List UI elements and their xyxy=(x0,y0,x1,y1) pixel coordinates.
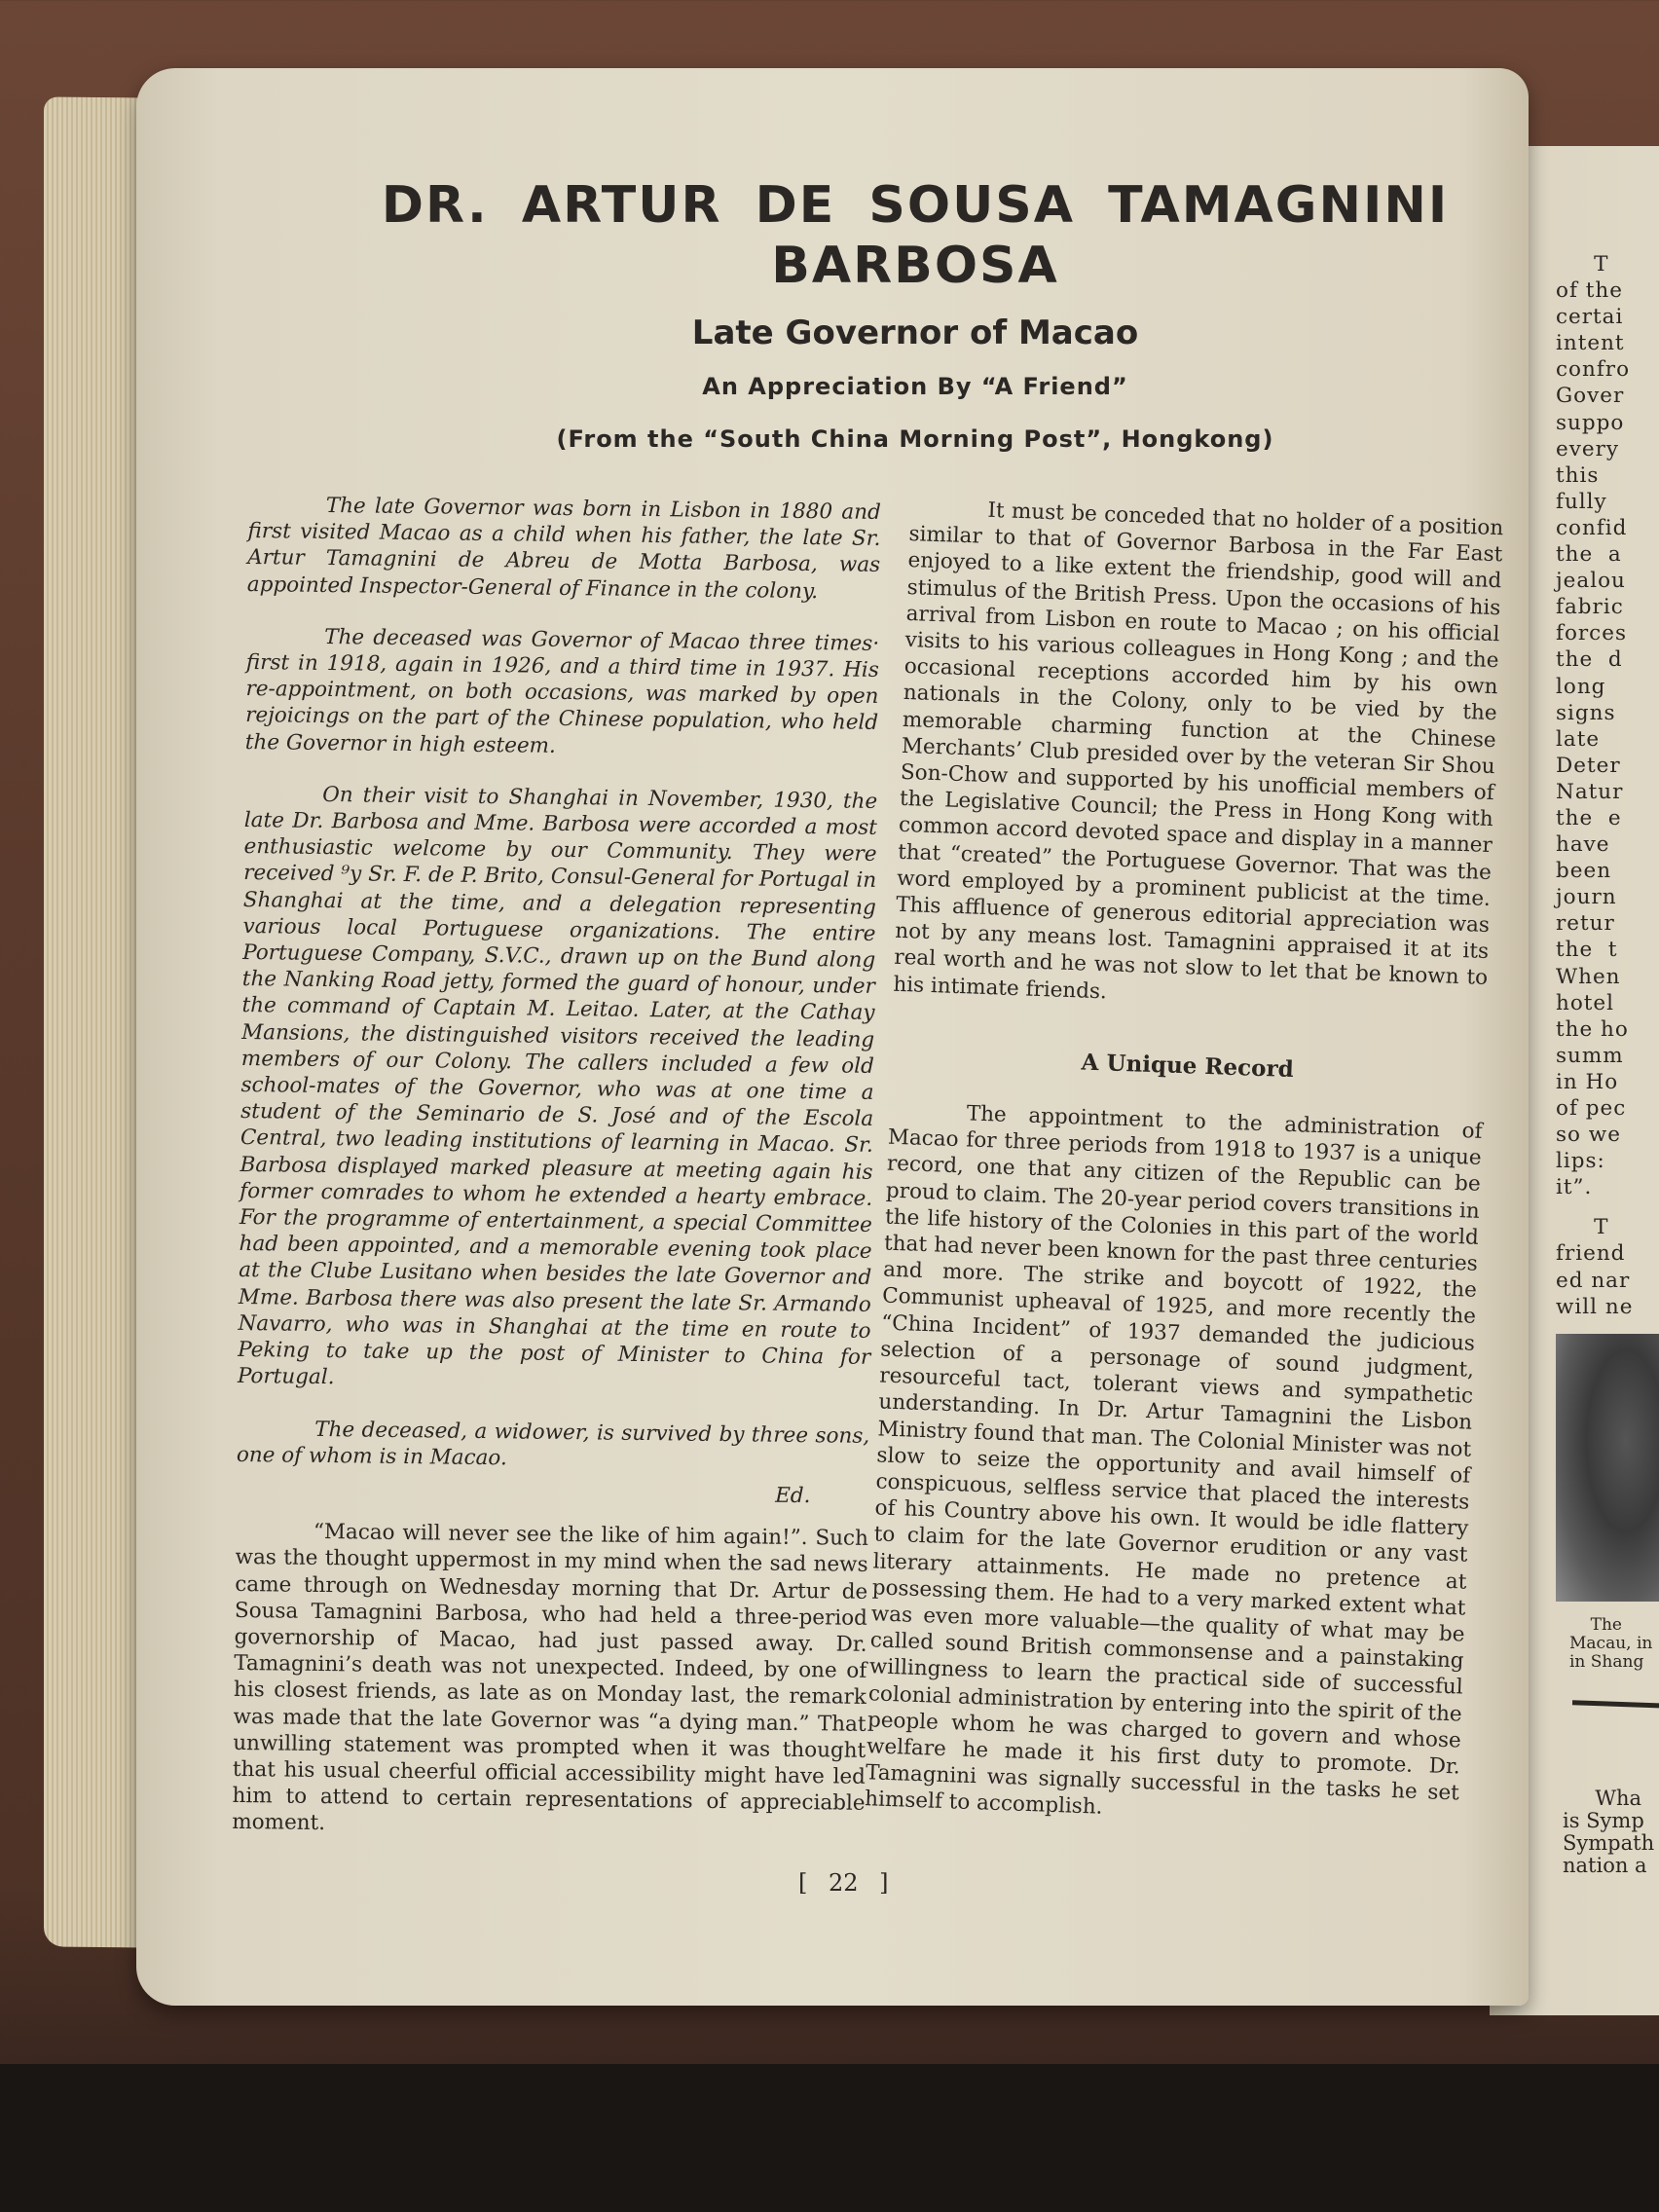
text-line: T xyxy=(1556,1215,1609,1240)
text-line: confro xyxy=(1556,357,1631,383)
spacer xyxy=(1556,1200,1633,1214)
text-line: Gover xyxy=(1556,384,1625,409)
text-line: nation a xyxy=(1563,1854,1647,1877)
article-title xyxy=(292,175,1538,296)
right-column xyxy=(864,495,1504,1859)
source-line: (From the “South China Morning Post”, Hongkong) xyxy=(556,425,1274,453)
text-line: Natur xyxy=(1556,779,1624,804)
text-line: been xyxy=(1556,859,1612,884)
text-line: it”. xyxy=(1556,1175,1593,1200)
facing-page-bottom-text xyxy=(1563,1788,1654,1877)
text-line: the t xyxy=(1556,938,1618,963)
paragraph: The appointment to the administration of Macao for three periods from 1918 to 1937 is a unique record, one that any citizen of the Republic can be proud to claim. The 20-year period covers transitions in the life history of the Colonies in this part of the world that had never been known for the past three centuries and more. The strike and boycott of 1922, the Communist upheaval of 1925, and more recently the “China Incident” of 1937 demanded the judicious selection of a personage of sound judgment, resourceful tact, tolerant views and sympathetic understanding. In Dr. Artur Tamagnini the Lisbon Ministry found that man. The Colonial Minister was not slow to seize the opportunity and avail himself of conspicuous, selfless service that placed the interests of his Country above his own. It would be idle flattery to claim for the late Governor erudition or any vast literary attainments. He made no pretence at possessing them. He had to a very marked extent what was even more valuable—the quality of what may be called sound British commonsense and a painstaking willingness to learn the practical side of successful colonial administration by entering into the spirit of the people whom he was charged to govern and whose welfare he made it his first duty to promote. Dr. Tamagnini was signally successful in the tasks he set himself to accomplish. xyxy=(864,1101,1483,1821)
text-line: forces xyxy=(1556,621,1627,646)
text-line: every xyxy=(1556,436,1620,461)
text-line: fabric xyxy=(1556,595,1624,620)
text-line: Deter xyxy=(1556,753,1621,778)
text-line: signs xyxy=(1556,700,1616,725)
editor-sign: Ed. xyxy=(774,1483,811,1509)
dark-floor-background xyxy=(0,2064,1659,2212)
paragraph: “Macao will never see the like of him again!”. Such was the thought uppermost in my mind when the sad news came through on Wednesday morning that Dr. Artur de Sousa Tamagnini Barbosa, who had held a three-period governorship of Macao, had just passed away. Dr. Tamagnini’s death was not unexpected. Indeed, by one of his closest friends, as late as on Monday last, the remark was made that the late Governor was “a dying man.” That unwilling statement was prompted when it was thought that his usual cheerful official accessibility might have led him to attend to certain representations of appreciable moment. xyxy=(232,1520,869,1836)
text-line: retur xyxy=(1556,911,1615,937)
text-line: this xyxy=(1556,462,1600,488)
page-number: [ 22 ] xyxy=(798,1869,889,1897)
title-line-2: BARBOSA xyxy=(771,237,1059,295)
text-line: the a xyxy=(1556,542,1622,568)
text-line: of pec xyxy=(1556,1096,1627,1121)
text-line: will ne xyxy=(1556,1294,1634,1319)
text-line: T xyxy=(1556,252,1609,276)
paragraph: It must be conceded that no holder of a position similar to that of Governor Barbosa in the Far East enjoyed to a like extent the friendship, good will and stimulus of the British Press. Upon the occasions of his arrival from Lisbon en route to Macao ; on his official visits to his various colleagues in Hong Kong ; and the occasional receptions accorded him by his own nationals in the Colony, only to be vied by the memorable charming function at the Chinese Merchants’ Club presided over by the veteran Sir Shou Son-Chow and supported by his unofficial members of the Legislative Council; the Press in Hong Kong with common accord devoted space and display in a manner that “created” the Portuguese Governor. That was the word employed by a prominent publicist at the time. This affluence of generous editorial appreciation was not by any means lost. Tamagnini appraised it at its real worth and he was not slow to let that be known to his intimate friends. xyxy=(893,498,1504,1005)
text-line: Macau, in xyxy=(1569,1634,1653,1653)
text-line: confid xyxy=(1556,515,1628,540)
article-subtitle: Late Governor of Macao xyxy=(691,313,1139,352)
text-line: Wha xyxy=(1563,1787,1642,1810)
text-line: lips: xyxy=(1556,1149,1605,1174)
byline: An Appreciation By “A Friend” xyxy=(702,373,1128,400)
text-line: When xyxy=(1556,964,1621,989)
text-line: late xyxy=(1556,726,1601,752)
text-line: hotel xyxy=(1556,990,1615,1015)
text-line: long xyxy=(1556,674,1606,699)
title-line-1: DR. ARTUR DE SOUSA TAMAGNINI xyxy=(381,176,1450,235)
text-line: in Shang xyxy=(1569,1652,1644,1672)
text-line: have xyxy=(1556,832,1610,858)
text-line: is Symp xyxy=(1563,1809,1644,1832)
text-line: so we xyxy=(1556,1123,1621,1148)
text-line: ed nar xyxy=(1556,1268,1631,1293)
left-column xyxy=(232,492,881,1868)
text-line: jealou xyxy=(1556,569,1626,594)
text-line: The xyxy=(1569,1615,1622,1635)
paragraph: The late Governor was born in Lisbon in 1880 and first visited Macao as a child when his father, the late Sr. Artur Tamagnini de Abreu de Motta Barbosa, was appointed Inspector-General of Finance in the colony. xyxy=(246,493,881,604)
text-line: journ xyxy=(1556,885,1617,910)
paragraph: On their visit to Shanghai in November, 1930, the late Dr. Barbosa and Mme. Barbosa were accorded a most enthusiastic welcome by our Community. They were received ⁹y Sr. F. de P. Brito, Consul-General for Portugal in Shanghai at the time, and a delegation representing various local Portuguese organizations. The entire Portuguese Company, S.V.C., drawn up on the Bund along the Nanking Road jetty, formed the guard of honour, under the command of Captain M. Leitao. Later, at the Cathay Mansions, the distinguished visitors received the leading members of our Colony. The callers included a few old school-mates of the Governor, who was at one time a student of the Seminario de S. José and of the Escola Central, two leading institutions of learning in Macao. Sr. Barbosa displayed marked pleasure at meeting again his former comrades to whom he extended a hearty embrace. For the programme of entertainment, a special Committee had been appointed, and a memorable evening took place at the Clube Lusitano when besides the late Governor and Mme. Barbosa there was also present the late Sr. Armando Navarro, who was in Shanghai at the time en route to Peking to take up the post of Minister to China for Portugal. xyxy=(237,782,878,1390)
text-line: summ xyxy=(1556,1043,1624,1068)
text-line: of the xyxy=(1556,278,1623,304)
text-line: in Ho xyxy=(1556,1069,1619,1094)
text-line: suppo xyxy=(1556,410,1625,435)
text-line: friend xyxy=(1556,1241,1626,1267)
text-line: the ho xyxy=(1556,1016,1629,1042)
text-line: certai xyxy=(1556,305,1624,330)
facing-page-photo xyxy=(1556,1334,1659,1602)
page-stack-edge xyxy=(44,96,151,1947)
text-line: intent xyxy=(1556,331,1625,356)
facing-page-text xyxy=(1556,251,1633,1320)
text-line: the e xyxy=(1556,805,1622,830)
paragraph: The deceased was Governor of Macao three times· first in 1918, again in 1926, and a third time in 1937. His re-appointment, on both occasions, was marked by open rejoicings on the part of the Chinese population, who held the Governor in high esteem. xyxy=(244,624,880,758)
section-heading: A Unique Record xyxy=(1081,1049,1295,1083)
text-line: the d xyxy=(1556,647,1623,673)
article-header xyxy=(292,175,1538,458)
text-line: fully xyxy=(1556,489,1607,514)
photo-caption xyxy=(1569,1616,1652,1672)
text-line: Sympath xyxy=(1563,1831,1655,1855)
paragraph: The deceased, a widower, is survived by three sons, one of whom is in Macao. xyxy=(236,1417,870,1471)
